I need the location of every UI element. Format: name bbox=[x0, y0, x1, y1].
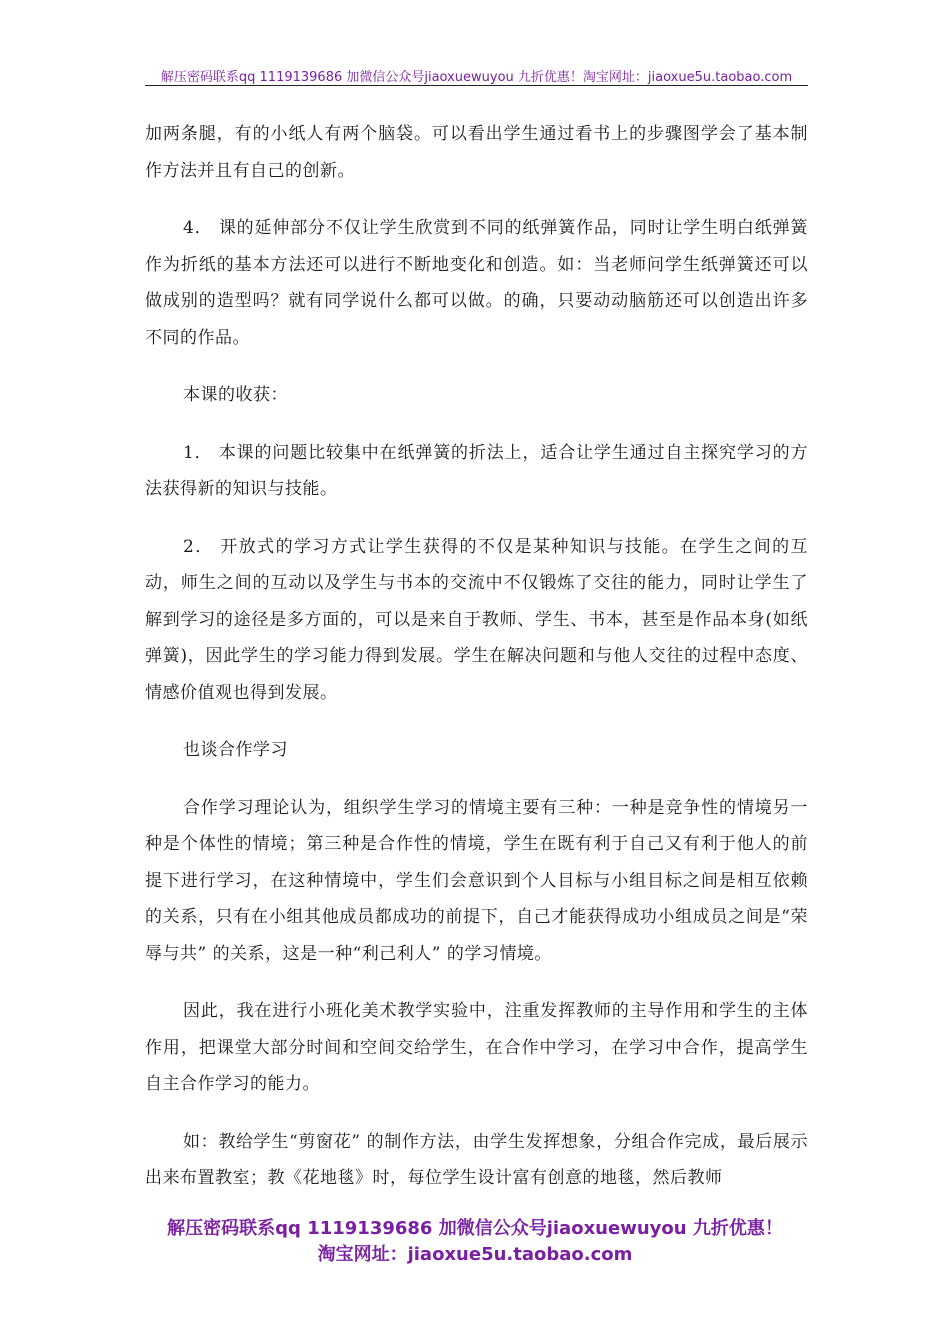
header-divider bbox=[145, 85, 808, 86]
paragraph: 4． 课的延伸部分不仅让学生欣赏到不同的纸弹簧作品，同时让学生明白纸弹簧作为折纸的基本方法还可以进行不断地变化和创造。如：当老师问学生纸弹簧还可以做成别的造型吗？就有同学说什么都可以做。的确，只要动动脑筋还可以创造出许多不同的作品。 bbox=[145, 218, 808, 348]
section-heading: 本课的收获： bbox=[183, 385, 288, 405]
paragraph: 2． 开放式的学习方式让学生获得的不仅是某种知识与技能。在学生之间的互动，师生之间的互动以及学生与书本的交流中不仅锻炼了交往的能力，同时让学生了解到学习的途径是多方面的，可以是来自于教师、学生、书本，甚至是作品本身(如纸弹簧)，因此学生的学习能力得到发展。学生在解决问题和与他人交往的过程中态度、情感价值观也得到发展。 bbox=[145, 536, 808, 703]
paragraph: 如：教给学生“剪窗花” 的制作方法，由学生发挥想象，分组合作完成，最后展示出来布置教室；教《花地毯》时，每位学生设计富有创意的地毯，然后教师 bbox=[145, 1131, 808, 1188]
page-footer bbox=[0, 1216, 950, 1268]
paragraph: 1． 本课的问题比较集中在纸弹簧的折法上，适合让学生通过自主探究学习的方法获得新的知识与技能。 bbox=[145, 442, 808, 499]
paragraph: 加两条腿，有的小纸人有两个脑袋。可以看出学生通过看书上的步骤图学会了基本制作方法并且有自己的创新。 bbox=[145, 124, 808, 181]
paragraph: 合作学习理论认为，组织学生学习的情境主要有三种：一种是竞争性的情境另一种是个体性的情境；第三种是合作性的情境，学生在既有利于自己又有利于他人的前提下进行学习，在这种情境中，学生们会意识到个人目标与小组目标之间是相互依赖的关系，只有在小组其他成员都成功的前提下，自己才能获得成功小组成员之间是“荣辱与共” 的关系，这是一种“利己利人” 的学习情境。 bbox=[145, 797, 808, 964]
header-text: 解压密码联系qq 1119139686 加微信公众号jiaoxuewuyou 九折优惠！淘宝网址：jiaoxue5u.taobao.com bbox=[160, 70, 793, 85]
document-body bbox=[145, 116, 808, 1218]
page-header bbox=[145, 66, 808, 85]
footer-contact-line: 解压密码联系qq 1119139686 加微信公众号jiaoxuewuyou 九折优惠！ bbox=[167, 1218, 783, 1239]
section-heading: 也谈合作学习 bbox=[183, 740, 288, 760]
footer-shop-line: 淘宝网址：jiaoxue5u.taobao.com bbox=[317, 1244, 633, 1265]
paragraph: 因此，我在进行小班化美术教学实验中，注重发挥教师的主导作用和学生的主体作用，把课堂大部分时间和空间交给学生，在合作中学习，在学习中合作，提高学生自主合作学习的能力。 bbox=[145, 1001, 808, 1094]
